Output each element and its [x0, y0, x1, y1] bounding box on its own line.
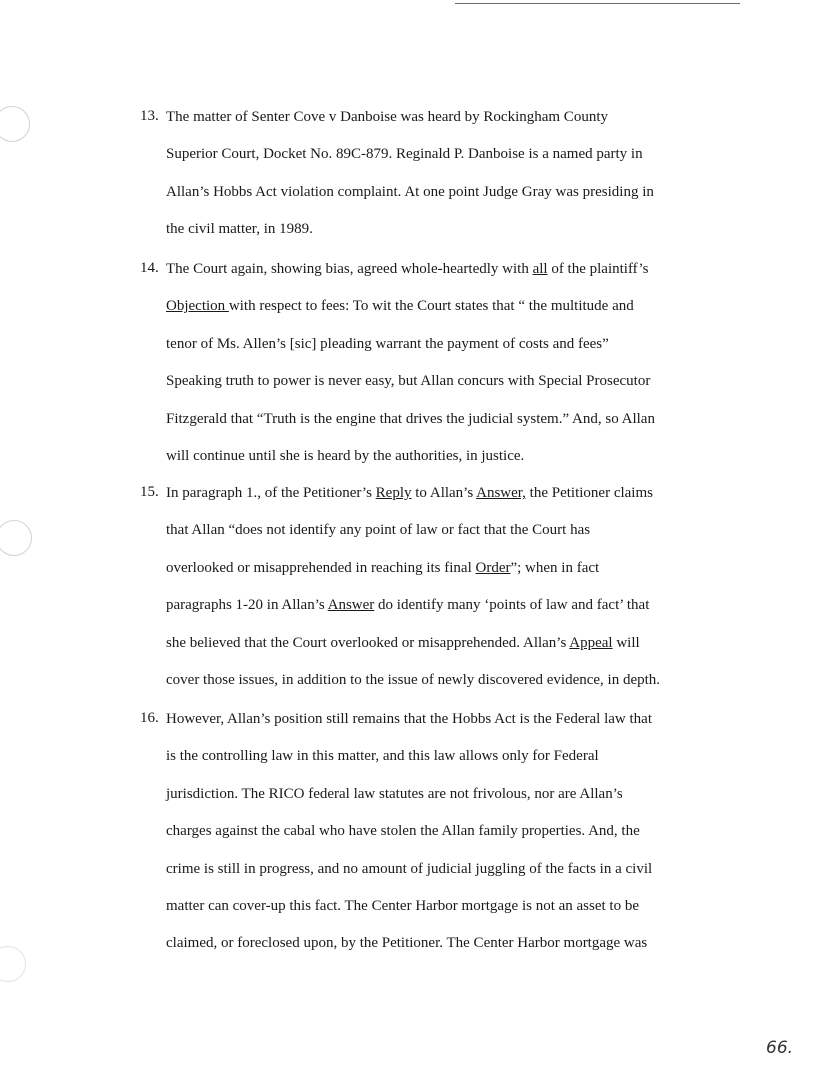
text-run: The matter of Senter Cove v Danboise was heard by Rockingham County: [166, 109, 608, 125]
text-run: Allan’s Hobbs Act violation complaint. At one point Judge Gray was presiding in: [166, 183, 654, 200]
paragraph-line: [166, 710, 652, 728]
paragraph-line: [166, 484, 653, 502]
punch-hole: [0, 946, 26, 982]
text-run: tenor of Ms. Allen’s [sic] pleading warrant the payment of costs and fees”: [166, 335, 609, 352]
text-run: paragraphs 1-20 in Allan’s: [166, 597, 328, 614]
paragraph-line: [166, 747, 599, 765]
underlined-text: Answer,: [476, 485, 526, 501]
text-run: matter can cover-up this fact. The Center Harbor mortgage is not an asset to be: [166, 898, 640, 914]
text-run: that Allan “does not identify any point of law or fact that the Court has: [166, 522, 591, 539]
text-run: charges against the cabal who have stolen the Allan family properties. And, the: [166, 823, 640, 840]
paragraph-line: [166, 335, 609, 353]
text-run: to Allan’s: [411, 485, 477, 501]
punch-hole: [0, 106, 30, 142]
top-rule: [455, 3, 740, 4]
text-run: Fitzgerald that “Truth is the engine that drives the judicial system.” And, so Allan: [166, 410, 655, 427]
underlined-text: all: [532, 261, 548, 277]
paragraph-line: [166, 860, 652, 878]
text-run: jurisdiction. The RICO federal law statutes are not frivolous, nor are Allan’s: [166, 785, 623, 802]
paragraph-line: [166, 521, 590, 539]
text-run: Speaking truth to power is never easy, but Allan concurs with Special Prosecutor: [166, 373, 651, 390]
paragraph-line: [166, 108, 608, 126]
paragraph-line: [166, 447, 524, 465]
text-run: Superior Court, Docket No. 89C-879. Reginald P. Danboise is a named party in: [166, 146, 643, 163]
page-mark: 66.: [766, 1038, 794, 1058]
paragraph-number: 16.: [140, 710, 159, 726]
text-run: However, Allan’s position still remains that the Hobbs Act is the Federal law that: [166, 711, 652, 727]
text-run: The Court again, showing bias, agreed whole-heartedly with: [166, 261, 533, 277]
text-run: she believed that the Court overlooked or misapprehended. Allan’s: [166, 634, 570, 651]
paragraph-line: [166, 671, 660, 689]
text-run: overlooked or misapprehended in reaching its final: [166, 559, 476, 576]
text-run: ”; when in fact: [510, 559, 600, 576]
underlined-text: Objection: [166, 298, 229, 315]
text-run: do identify many ‘points of law and fact’ that: [374, 597, 650, 614]
text-run: will: [612, 634, 640, 651]
text-run: will continue until she is heard by the authorities, in justice.: [166, 448, 525, 464]
underlined-text: Reply: [375, 485, 412, 501]
underlined-text: Order: [475, 559, 511, 576]
paragraph-line: [166, 372, 650, 390]
text-run: is the controlling law in this matter, and this law allows only for Federal: [166, 748, 599, 765]
paragraph-number: 13.: [140, 108, 159, 124]
underlined-text: Appeal: [569, 634, 613, 651]
paragraph-line: [166, 410, 655, 428]
text-run: with respect to fees: To wit the Court states that “ the multitude and: [228, 298, 634, 315]
paragraph-line: [166, 183, 654, 201]
paragraph-line: [166, 297, 634, 315]
text-run: the civil matter, in 1989.: [166, 221, 313, 238]
paragraph-line: [166, 934, 647, 952]
paragraph-line: [166, 596, 649, 614]
text-run: cover those issues, in addition to the issue of newly discovered evidence, in depth.: [166, 672, 661, 688]
text-run: of the plaintiff’s: [547, 261, 649, 277]
paragraph-line: [166, 559, 599, 577]
text-run: In paragraph 1., of the Petitioner’s: [166, 485, 376, 501]
paragraph-line: [166, 785, 623, 803]
paragraph-line: [166, 634, 640, 652]
punch-hole: [0, 520, 32, 556]
paragraph-number: 15.: [140, 484, 159, 500]
underlined-text: Answer: [327, 597, 375, 614]
text-run: the Petitioner claims: [525, 485, 653, 501]
paragraph-line: [166, 145, 643, 163]
paragraph-line: [166, 897, 639, 915]
text-run: crime is still in progress, and no amount of judicial juggling of the facts in a civil: [166, 860, 653, 877]
paragraph-line: [166, 260, 649, 278]
paragraph-number: 14.: [140, 260, 159, 276]
paragraph-line: [166, 220, 313, 238]
paragraph-line: [166, 822, 640, 840]
text-run: claimed, or foreclosed upon, by the Petitioner. The Center Harbor mortgage was: [166, 935, 648, 952]
